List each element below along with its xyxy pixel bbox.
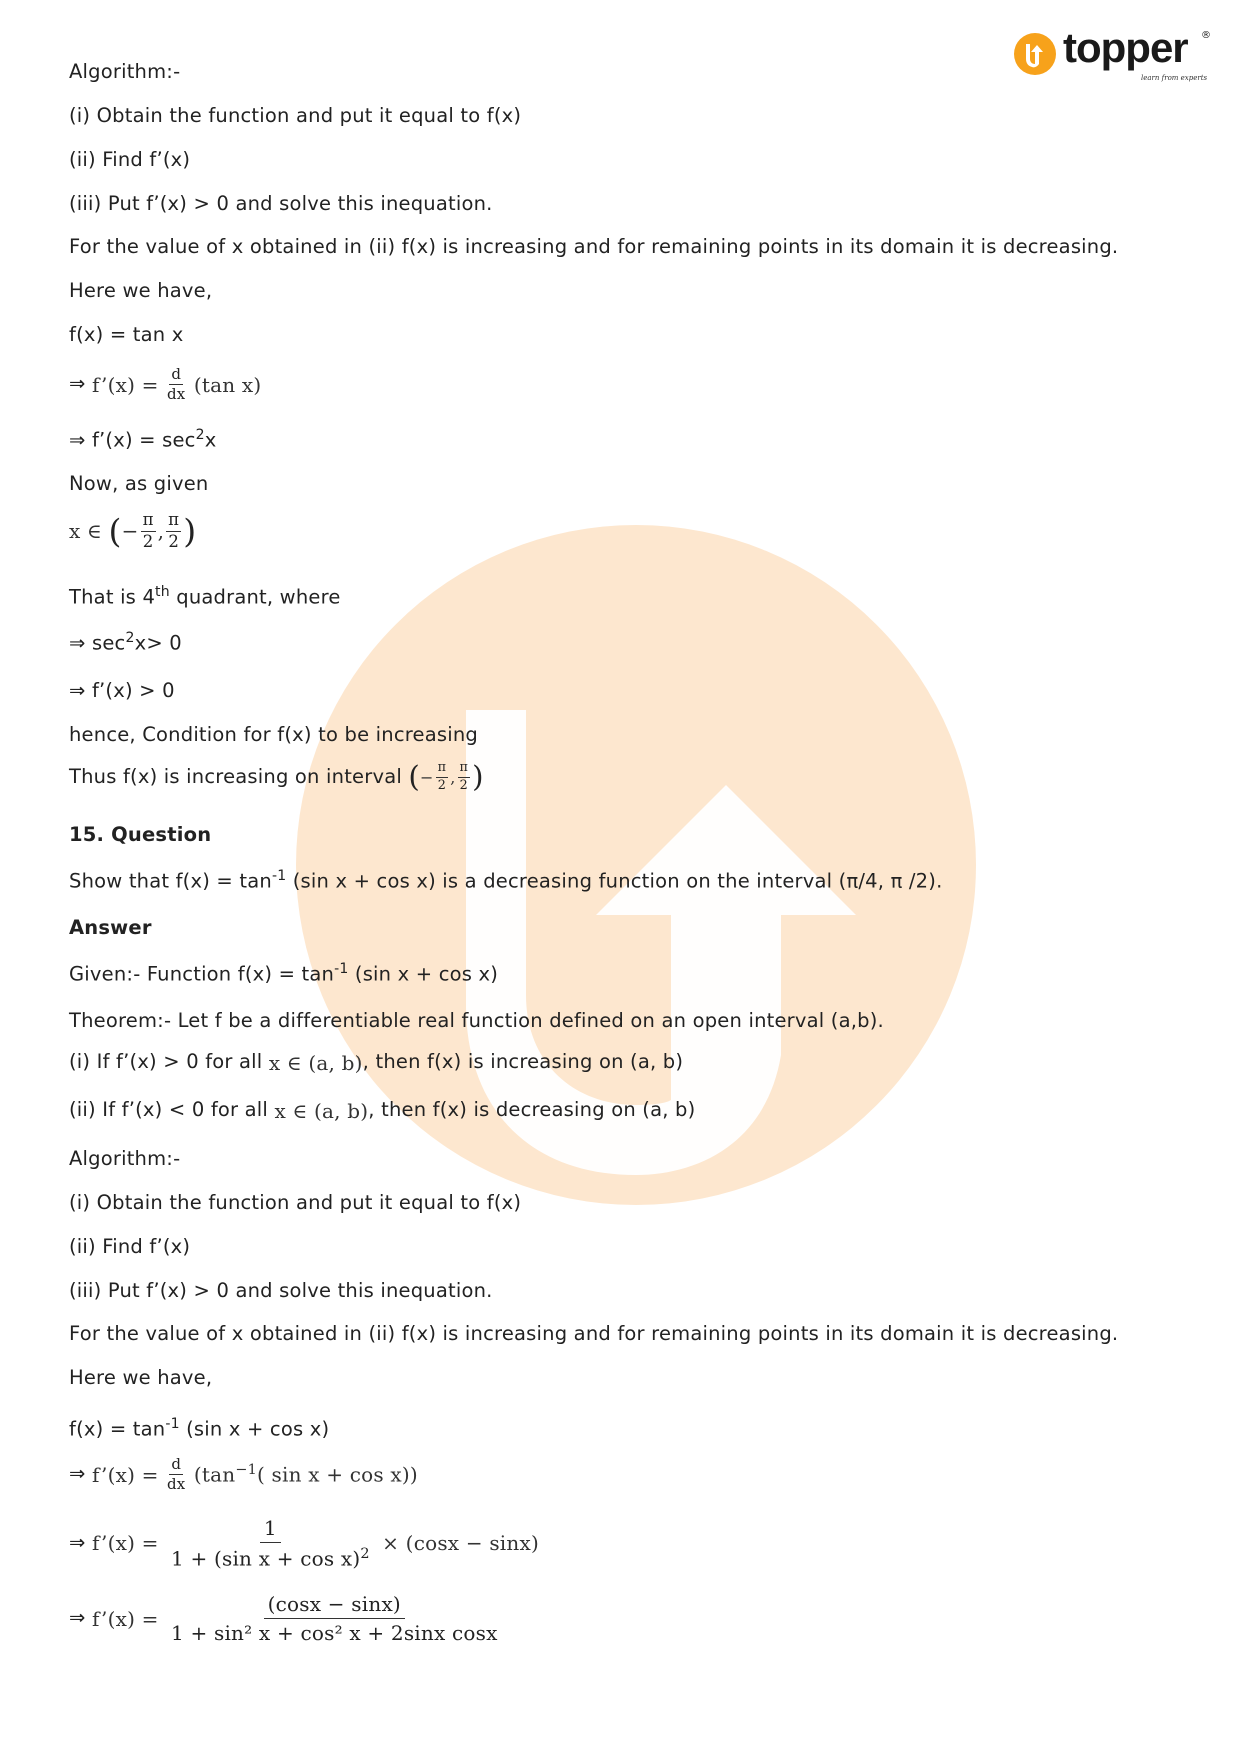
brand-tagline: learn from experts bbox=[1141, 74, 1208, 82]
derivative-sec-squared: ⇒ f’(x) = $\sec^2x$ bbox=[69, 427, 217, 452]
given-function: Given:- Function $f(x) = \tan^{-1} (\sin$ x + cos x) bbox=[69, 961, 499, 986]
now-as-given: Now, as given bbox=[69, 472, 209, 495]
topper-logo-icon bbox=[1013, 32, 1057, 76]
here-we-have-b: Here we have, bbox=[69, 1366, 213, 1389]
derivative-positive: ⇒ f’(x) > 0 bbox=[69, 679, 175, 702]
answer-heading: Answer bbox=[69, 916, 152, 939]
domain-interval: x ∈ (− $\frac{\pi}{2}$ , $\frac{\pi}{2}$ ) bbox=[69, 510, 197, 551]
implies-symbol: ⇒ bbox=[69, 372, 86, 395]
function-inverse-tan: $f(x) = \tan^{-1} (\sin$ x + cos x) bbox=[69, 1416, 330, 1441]
derivative-lhs: f’(x) = bbox=[91, 372, 159, 397]
fourth-quadrant: That is 4th quadrant, where bbox=[69, 584, 341, 609]
theorem-statement: Theorem:- Let f be a differentiable real function defined on an open interval (a,b). bbox=[69, 1009, 884, 1032]
derivative-step-4: ⇒ f’(x) = $\frac{(\cos x - \sin x)}{\text{1 + sin² x + cos² x + 2sinx cosx}}$ bbox=[69, 1592, 498, 1645]
here-we-have: Here we have, bbox=[69, 279, 213, 302]
algorithm-step-3: (iii) Put f’(x) > 0 and solve this inequation. bbox=[69, 192, 493, 215]
brand-name: topper bbox=[1063, 24, 1188, 71]
algorithm-step-2: (ii) Find f’(x) bbox=[69, 148, 191, 171]
algorithm-note: For the value of x obtained in (ii) f(x) is increasing and for remaining points in its domain it is decreasing. bbox=[69, 235, 1119, 258]
increasing-interval: Thus f(x) is increasing on interval (− $\frac{\pi}{2}$ , $\frac{\pi}{2}$ ) bbox=[69, 759, 484, 794]
derivative-step-3: ⇒ f’(x) = $\frac{1}{1 + (\sin x + \cos x)^2}$ × (cosx − sinx) bbox=[69, 1516, 539, 1571]
sec-squared-positive: ⇒ $\sec^2x> 0$ bbox=[69, 630, 182, 655]
algorithm-step-2-b: (ii) Find f’(x) bbox=[69, 1235, 191, 1258]
theorem-condition-2: (ii) If f’(x) < 0 for all x ∈ (a, b), then f(x) is decreasing on (a, b) bbox=[69, 1098, 696, 1123]
algorithm-step-1-b: (i) Obtain the function and put it equal to f(x) bbox=[69, 1191, 522, 1214]
topper-logo[interactable] bbox=[1013, 24, 1213, 90]
derivative-step-2: ⇒ f’(x) = $\frac{d}{dx}$ ($\tan^{-1}$( sin x + cos x)) bbox=[69, 1455, 418, 1493]
algorithm-step-3-b: (iii) Put f’(x) > 0 and solve this inequation. bbox=[69, 1279, 493, 1302]
question-15-heading: 15. Question bbox=[69, 823, 212, 846]
d-dx-fraction: $\frac{d}{dx}$ bbox=[167, 365, 186, 403]
question-15-text: Show that $f(x) = \tan^{-1} (\sin$ x + cos x) is a decreasing function on the interval (π/4, π /2). bbox=[69, 868, 943, 893]
tan-x-paren: (tan x) bbox=[193, 372, 262, 397]
theorem-condition-1: (i) If f’(x) > 0 for all x ∈ (a, b), then f(x) is increasing on (a, b) bbox=[69, 1050, 684, 1075]
algorithm-step-1: (i) Obtain the function and put it equal to f(x) bbox=[69, 104, 522, 127]
function-definition: f(x) = tan x bbox=[69, 323, 184, 346]
hence-condition: hence, Condition for f(x) to be increasing bbox=[69, 723, 479, 746]
derivative-step-1 bbox=[69, 367, 261, 402]
algorithm-note-b: For the value of x obtained in (ii) f(x) is increasing and for remaining points in its domain it is decreasing. bbox=[69, 1322, 1119, 1345]
registered-mark: ® bbox=[1201, 30, 1211, 41]
algorithm-heading: Algorithm:- bbox=[69, 60, 181, 83]
algorithm-heading-2: Algorithm:- bbox=[69, 1147, 181, 1170]
